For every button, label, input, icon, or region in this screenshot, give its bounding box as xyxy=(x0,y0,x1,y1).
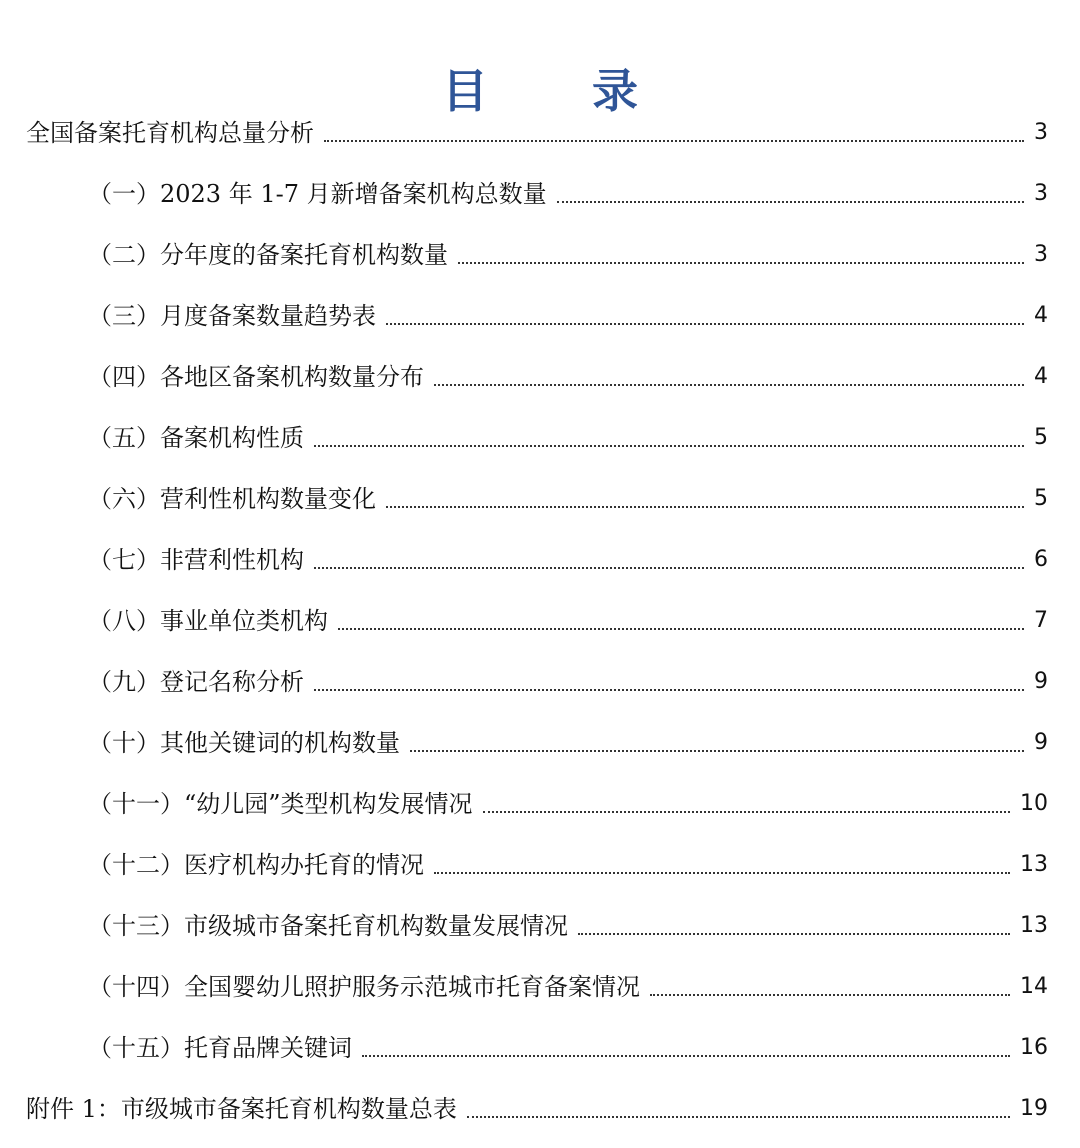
toc-entry-label: （二）分年度的备案托育机构数量 xyxy=(88,241,448,269)
toc-page-number: 9 xyxy=(1034,669,1048,694)
toc-dot-leader xyxy=(483,811,1010,813)
toc-entry-label: （四）各地区备案机构数量分布 xyxy=(88,363,424,391)
toc-dot-leader xyxy=(434,872,1010,874)
toc-dot-leader xyxy=(650,994,1010,996)
toc-page-number: 5 xyxy=(1034,486,1048,511)
toc-page-number: 3 xyxy=(1034,181,1048,206)
toc-entry-label: （十三）市级城市备案托育机构数量发展情况 xyxy=(88,912,568,940)
toc-page-number: 13 xyxy=(1020,852,1048,877)
toc-entry-overview[interactable] xyxy=(0,101,1080,162)
toc-dot-leader xyxy=(338,628,1024,630)
toc-entry-12[interactable] xyxy=(0,833,1080,894)
toc-entry-label: （三）月度备案数量趋势表 xyxy=(88,302,376,330)
toc-dot-leader xyxy=(386,323,1024,325)
toc-entry-label: （一）2023 年 1-7 月新增备案机构总数量 xyxy=(88,180,547,208)
toc-dot-leader xyxy=(314,445,1024,447)
toc-entry-5[interactable] xyxy=(0,406,1080,467)
toc-page-number: 16 xyxy=(1020,1035,1048,1060)
toc-entry-label: （八）事业单位类机构 xyxy=(88,607,328,635)
toc-entry-label: 附件 1：市级城市备案托育机构数量总表 xyxy=(26,1095,457,1123)
toc-entry-label: （五）备案机构性质 xyxy=(88,424,304,452)
toc-page-number: 6 xyxy=(1034,547,1048,572)
toc-entry-label: （十一）“幼儿园”类型机构发展情况 xyxy=(88,790,473,818)
toc-dot-leader xyxy=(314,567,1024,569)
toc-entry-10[interactable] xyxy=(0,711,1080,772)
toc-entry-13[interactable] xyxy=(0,894,1080,955)
toc-entry-appendix-1[interactable] xyxy=(0,1077,1080,1138)
toc-entry-14[interactable] xyxy=(0,955,1080,1016)
toc-entry-label: （十）其他关键词的机构数量 xyxy=(88,729,400,757)
toc-page-number: 10 xyxy=(1020,791,1048,816)
toc-title: 目 录 xyxy=(441,63,682,118)
toc-entry-2[interactable] xyxy=(0,223,1080,284)
toc-entry-1[interactable] xyxy=(0,162,1080,223)
toc-dot-leader xyxy=(467,1116,1010,1118)
toc-page-number: 3 xyxy=(1034,120,1048,145)
toc-page-number: 19 xyxy=(1020,1096,1048,1121)
toc-entry-4[interactable] xyxy=(0,345,1080,406)
toc-entry-label: （七）非营利性机构 xyxy=(88,546,304,574)
toc-entry-label: （九）登记名称分析 xyxy=(88,668,304,696)
toc-entry-label: （十二）医疗机构办托育的情况 xyxy=(88,851,424,879)
toc-dot-leader xyxy=(324,140,1024,142)
toc-dot-leader xyxy=(434,384,1024,386)
toc-dot-leader xyxy=(557,201,1024,203)
toc-dot-leader xyxy=(314,689,1024,691)
toc-dot-leader xyxy=(386,506,1024,508)
toc-entry-7[interactable] xyxy=(0,528,1080,589)
toc-entry-6[interactable] xyxy=(0,467,1080,528)
toc-entry-3[interactable] xyxy=(0,284,1080,345)
toc-page-number: 4 xyxy=(1034,364,1048,389)
toc-page-number: 5 xyxy=(1034,425,1048,450)
toc-page-number: 3 xyxy=(1034,242,1048,267)
toc-page-number: 4 xyxy=(1034,303,1048,328)
toc-page-number: 7 xyxy=(1034,608,1048,633)
toc-entry-9[interactable] xyxy=(0,650,1080,711)
toc-entry-11[interactable] xyxy=(0,772,1080,833)
toc-entry-label: （六）营利性机构数量变化 xyxy=(88,485,376,513)
toc-entry-label: （十五）托育品牌关键词 xyxy=(88,1034,352,1062)
toc-dot-leader xyxy=(410,750,1024,752)
toc-page-number: 14 xyxy=(1020,974,1048,999)
toc-page-number: 9 xyxy=(1034,730,1048,755)
toc-entry-8[interactable] xyxy=(0,589,1080,650)
toc-entry-label: （十四）全国婴幼儿照护服务示范城市托育备案情况 xyxy=(88,973,640,1001)
toc-dot-leader xyxy=(362,1055,1010,1057)
toc-dot-leader xyxy=(458,262,1024,264)
toc-entry-label: 全国备案托育机构总量分析 xyxy=(26,119,314,147)
toc-list xyxy=(0,101,1080,1138)
toc-entry-15[interactable] xyxy=(0,1016,1080,1077)
toc-dot-leader xyxy=(578,933,1010,935)
toc-page-number: 13 xyxy=(1020,913,1048,938)
